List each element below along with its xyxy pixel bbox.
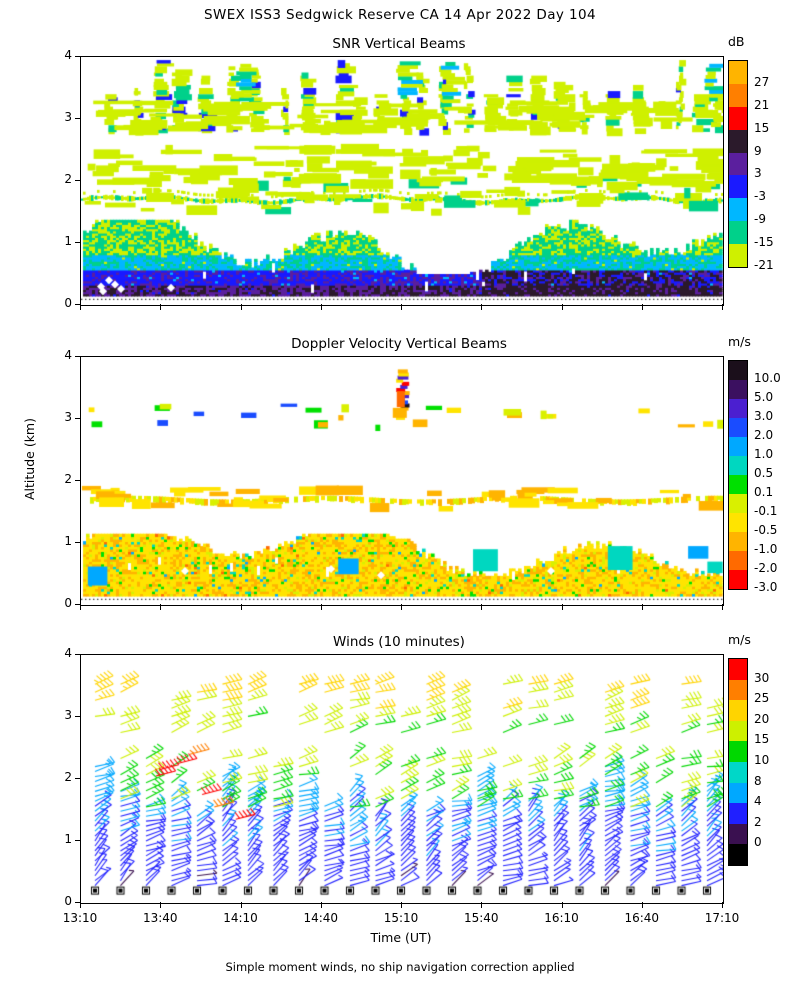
colorbar-segment xyxy=(729,659,747,680)
colorbar-segment xyxy=(729,437,747,456)
y-tick-mark xyxy=(75,418,81,419)
colorbar-tick-label: 8 xyxy=(754,773,762,788)
panel-snr-title: SNR Vertical Beams xyxy=(332,36,466,52)
colorbar-unit: m/s xyxy=(728,632,751,647)
y-tick-label: 3 xyxy=(64,110,72,124)
y-tick-label: 1 xyxy=(64,234,72,248)
colorbar-tick-label: 20 xyxy=(754,711,770,726)
y-tick-label: 0 xyxy=(64,894,72,908)
y-tick-mark xyxy=(75,542,81,543)
colorbar-tick-label: 30 xyxy=(754,670,770,685)
panel-doppler-title: Doppler Velocity Vertical Beams xyxy=(291,336,507,352)
colorbar-segment xyxy=(729,700,747,721)
colorbar-tick-label: -21 xyxy=(754,258,774,272)
colorbar-tick-label: 9 xyxy=(754,143,762,158)
colorbar-tick-label: -3 xyxy=(754,189,766,204)
y-tick-mark xyxy=(75,242,81,243)
x-tick-mark xyxy=(80,902,81,908)
y-tick-label: 3 xyxy=(64,410,72,424)
colorbar-tick-label: 3.0 xyxy=(754,409,774,423)
colorbar-0 xyxy=(728,34,798,312)
x-tick-mark xyxy=(481,604,482,610)
x-tick-mark xyxy=(642,902,643,908)
colorbar-tick-label: 2 xyxy=(754,814,762,829)
colorbar-segment xyxy=(729,418,747,437)
colorbar-segment xyxy=(729,107,747,130)
colorbar-segment xyxy=(729,741,747,762)
y-tick-label: 0 xyxy=(64,596,72,610)
colorbar-strip xyxy=(728,360,748,590)
colorbar-tick-label: -2.0 xyxy=(754,561,778,575)
colorbar-segment xyxy=(729,721,747,742)
colorbar-segment xyxy=(729,494,747,513)
x-tick-mark xyxy=(321,604,322,610)
x-tick-mark xyxy=(80,604,81,610)
x-tick-mark xyxy=(401,902,402,908)
y-tick-label: 3 xyxy=(64,708,72,722)
x-tick-mark xyxy=(160,304,161,310)
colorbar-strip xyxy=(728,658,748,866)
x-tick-mark xyxy=(160,604,161,610)
y-tick-label: 1 xyxy=(64,534,72,548)
colorbar-tick-label: 0.1 xyxy=(754,485,774,499)
x-tick-mark xyxy=(642,304,643,310)
x-tick-mark xyxy=(241,604,242,610)
colorbar-tick-label: -0.1 xyxy=(754,504,778,518)
colorbar-tick-label: 5.0 xyxy=(754,390,774,404)
colorbar-segment xyxy=(729,221,747,244)
colorbar-unit: dB xyxy=(728,34,745,49)
winds-plot-area xyxy=(80,654,724,904)
y-tick-label: 0 xyxy=(64,296,72,310)
x-tick-mark xyxy=(562,604,563,610)
colorbar-tick-label: 4 xyxy=(754,794,762,809)
colorbar-tick-label: -15 xyxy=(754,235,774,250)
colorbar-segment xyxy=(729,361,747,380)
colorbar-tick-label: 0.5 xyxy=(754,466,774,480)
colorbar-tick-label: 25 xyxy=(754,691,770,706)
colorbar-tick-label: 15 xyxy=(754,732,770,747)
x-tick-mark xyxy=(401,304,402,310)
x-tick-mark xyxy=(722,604,723,610)
x-tick-label: 13:10 xyxy=(62,911,98,925)
panel-winds-title: Winds (10 minutes) xyxy=(333,634,465,650)
colorbar-segment xyxy=(729,570,747,589)
colorbar-segment xyxy=(729,824,747,845)
colorbar-segment xyxy=(729,513,747,532)
figure-title: SWEX ISS3 Sedgwick Reserve CA 14 Apr 2022 Day 104 xyxy=(204,7,596,23)
colorbar-unit: m/s xyxy=(728,334,751,349)
colorbar-tick-label: 2.0 xyxy=(754,428,774,442)
y-tick-label: 1 xyxy=(64,832,72,846)
x-tick-mark xyxy=(562,304,563,310)
x-tick-mark xyxy=(241,902,242,908)
colorbar-segment xyxy=(729,551,747,570)
y-tick-label: 2 xyxy=(64,472,72,486)
y-tick-mark xyxy=(75,356,81,357)
y-tick-mark xyxy=(75,180,81,181)
y-tick-label: 2 xyxy=(64,770,72,784)
colorbar-segment xyxy=(729,130,747,153)
y-tick-mark xyxy=(75,654,81,655)
x-tick-mark xyxy=(722,304,723,310)
x-tick-label: 16:40 xyxy=(624,911,660,925)
x-tick-mark xyxy=(160,902,161,908)
colorbar-segment xyxy=(729,783,747,804)
x-tick-mark xyxy=(321,304,322,310)
colorbar-segment xyxy=(729,803,747,824)
colorbar-segment xyxy=(729,61,747,84)
colorbar-segment xyxy=(729,762,747,783)
x-tick-mark xyxy=(80,304,81,310)
colorbar-segment xyxy=(729,198,747,221)
colorbar-tick-label: 10 xyxy=(754,753,770,767)
y-tick-mark xyxy=(75,56,81,57)
y-tick-mark xyxy=(75,716,81,717)
y-tick-mark xyxy=(75,480,81,481)
x-tick-label: 15:40 xyxy=(463,911,499,925)
x-tick-label: 17:10 xyxy=(704,911,740,925)
x-tick-mark xyxy=(401,604,402,610)
y-tick-label: 4 xyxy=(64,348,72,362)
x-tick-label: 14:10 xyxy=(223,911,258,925)
colorbar-tick-label: -3.0 xyxy=(754,580,778,594)
colorbar-strip xyxy=(728,60,748,268)
x-tick-mark xyxy=(722,902,723,908)
x-tick-mark xyxy=(321,902,322,908)
colorbar-tick-label: 15 xyxy=(754,120,770,135)
colorbar-segment xyxy=(729,244,747,267)
colorbar-tick-label: 21 xyxy=(754,97,770,112)
colorbar-1 xyxy=(728,334,798,612)
colorbar-segment xyxy=(729,399,747,418)
colorbar-tick-label: 27 xyxy=(754,74,770,89)
x-tick-mark xyxy=(481,304,482,310)
x-axis-label: Time (UT) xyxy=(370,930,432,945)
colorbar-tick-label: 3 xyxy=(754,166,762,181)
colorbar-segment xyxy=(729,380,747,399)
doppler-plot-area xyxy=(80,356,724,606)
colorbar-segment xyxy=(729,475,747,494)
y-axis-label: Altitude (km) xyxy=(22,418,37,500)
y-tick-mark xyxy=(75,778,81,779)
y-tick-label: 4 xyxy=(64,646,72,660)
colorbar-tick-label: 10.0 xyxy=(754,371,781,385)
x-tick-mark xyxy=(241,304,242,310)
x-tick-label: 16:10 xyxy=(544,911,579,925)
colorbar-2 xyxy=(728,632,798,910)
colorbar-tick-label: -9 xyxy=(754,212,766,227)
colorbar-segment xyxy=(729,456,747,475)
x-tick-mark xyxy=(642,604,643,610)
colorbar-segment xyxy=(729,84,747,107)
colorbar-segment xyxy=(729,153,747,176)
y-tick-mark xyxy=(75,840,81,841)
x-tick-label: 13:40 xyxy=(142,911,178,925)
colorbar-tick-label: 1.0 xyxy=(754,447,774,461)
x-tick-mark xyxy=(481,902,482,908)
colorbar-segment xyxy=(729,175,747,198)
x-tick-label: 14:40 xyxy=(303,911,339,925)
colorbar-segment xyxy=(729,844,747,865)
colorbar-tick-label: 0 xyxy=(754,835,762,850)
x-tick-mark xyxy=(562,902,563,908)
colorbar-segment xyxy=(729,680,747,701)
snr-plot-area xyxy=(80,56,724,306)
colorbar-tick-label: -1.0 xyxy=(754,542,778,556)
colorbar-segment xyxy=(729,532,747,551)
figure-footnote: Simple moment winds, no ship navigation correction applied xyxy=(225,960,575,974)
y-tick-mark xyxy=(75,118,81,119)
y-tick-label: 4 xyxy=(64,48,72,62)
colorbar-tick-label: -0.5 xyxy=(754,523,778,537)
y-tick-label: 2 xyxy=(64,172,72,186)
x-tick-label: 15:10 xyxy=(383,911,419,925)
